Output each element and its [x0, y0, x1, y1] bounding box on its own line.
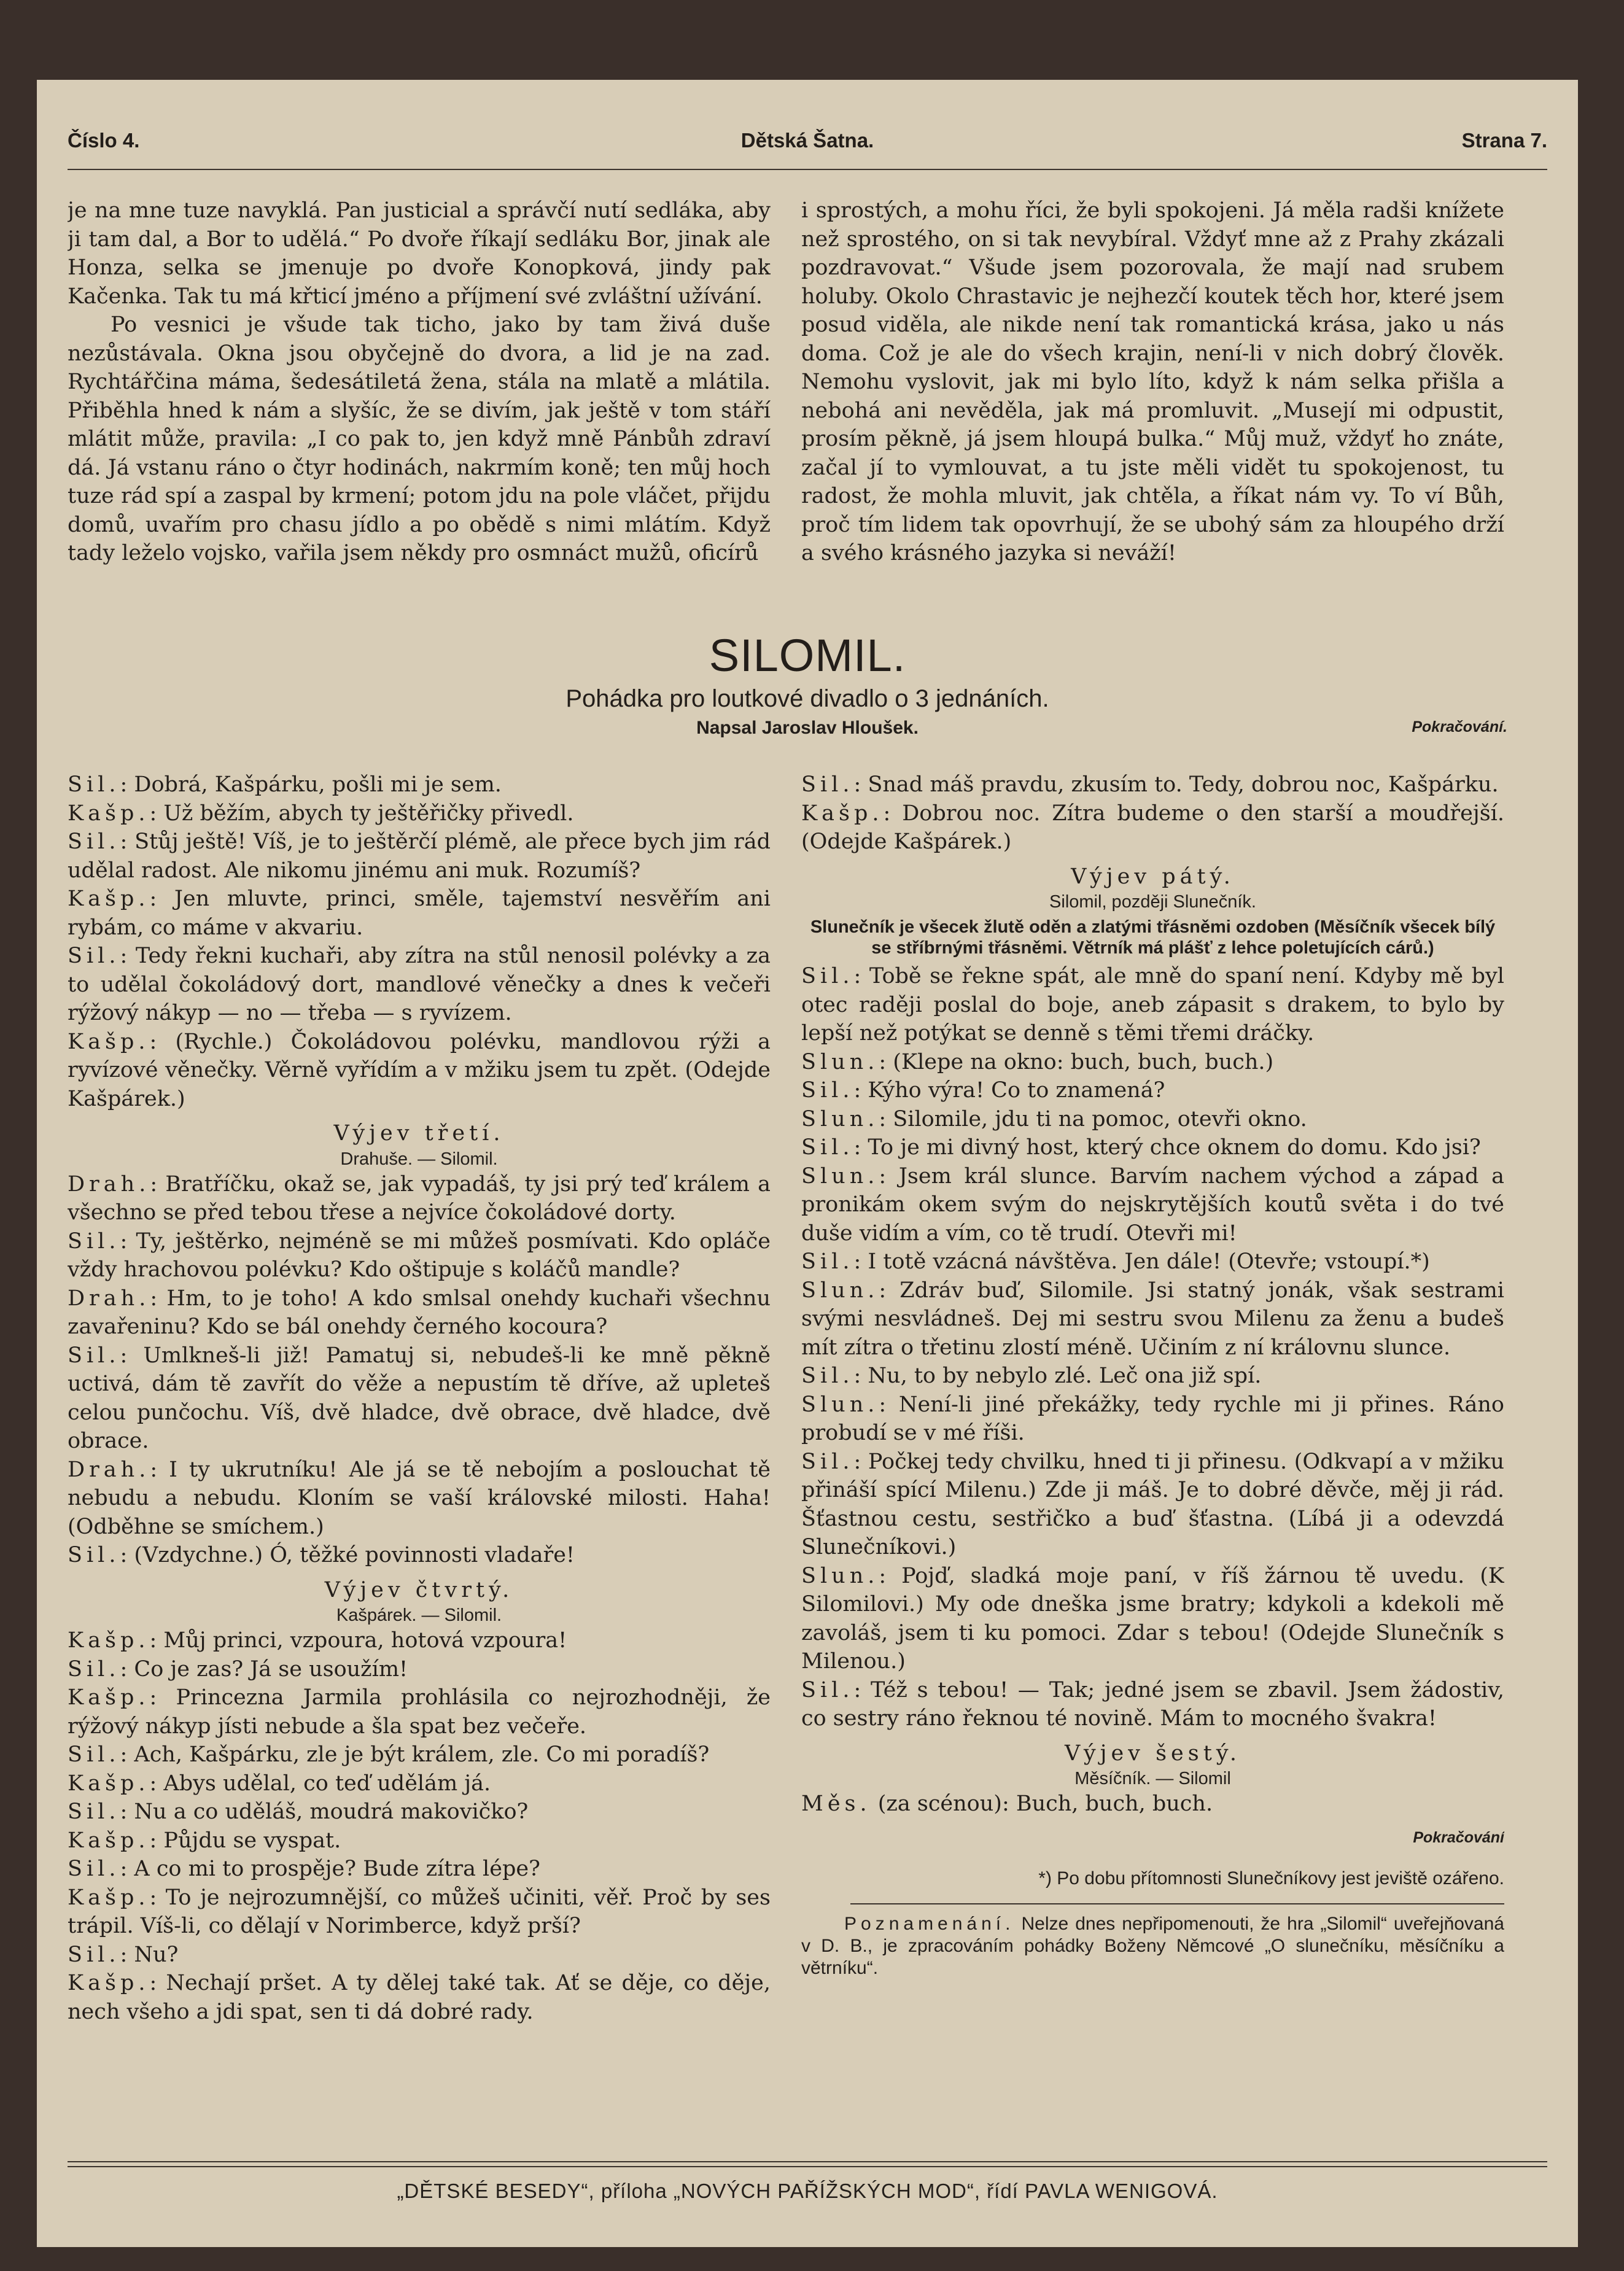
- note-label: Poznamenání.: [844, 1914, 1015, 1934]
- dialogue-line: [801, 1562, 1504, 1676]
- dialogue-line: [68, 1170, 771, 1227]
- speaker-name: Drah.: [68, 1171, 150, 1197]
- dialogue-text: : Nu?: [120, 1942, 179, 1967]
- speaker-name: Kašp.: [68, 887, 150, 911]
- speaker-name: Sil.: [68, 1656, 120, 1682]
- dialogue-text: : Kýho výra! Co to znamená?: [853, 1078, 1165, 1103]
- dialogue-text: : (Klepe na okno: buch, buch, buch.): [879, 1049, 1274, 1074]
- continued-label: Pokračování: [1413, 1828, 1504, 1846]
- note-text: Nelze dnes nepřipomenouti, že hra „Silomil“ uveřejňovaná v D. B., je zpracováním pohádky Boženy Němcové „O slunečníku, měsíčníku a větrníku“.: [801, 1914, 1504, 1978]
- scene-characters: Měsíčník. — Silomil: [1074, 1769, 1231, 1788]
- speaker-name: Sil.: [68, 1857, 120, 1881]
- dialogue-line: [68, 1941, 771, 1970]
- dialogue-line: [68, 942, 771, 1028]
- speaker-name: Sil.: [68, 1229, 120, 1254]
- dialogue-group: [68, 1626, 771, 2026]
- speaker-name: Kašp.: [68, 801, 150, 826]
- speaker-name: Kašp.: [801, 801, 884, 826]
- speaker-name: Sil.: [68, 944, 120, 968]
- dialogue-line: [68, 1683, 771, 1741]
- header-rule: [68, 169, 1547, 170]
- speaker-name: Drah.: [68, 1457, 150, 1482]
- scene-heading: Výjev pátý.: [1071, 864, 1235, 889]
- dialogue-text: : Nechají pršet. A ty dělej také tak. Ať se děje, co děje, nech všeho a jdi spat, sen ti dá dobré rady.: [68, 1971, 771, 2024]
- dialogue-text: : Snad máš pravdu, zkusím to. Tedy, dobrou noc, Kašpárku.: [853, 772, 1499, 797]
- dialogue-text: : Počkej tedy chvilku, hned ti ji přinesu. (Odkvapí a v mžiku přináší spící Milenu.) Zde ji máš. Je to dobré děvče, měj ji rád. Šťastnou cestu, sestřičko a buď šťastna. (Líbá ji a odevzdá Slunečníkovi.): [801, 1449, 1504, 1559]
- dialogue-line: [801, 962, 1504, 1048]
- dialogue-text: : Půjdu se vyspat.: [149, 1828, 341, 1853]
- issue-number: Číslo 4.: [68, 129, 140, 152]
- speaker-name: Slun.: [801, 1106, 879, 1132]
- dialogue-text: : Abys udělal, co teď udělám já.: [149, 1771, 491, 1796]
- scene-characters: Drahuše. — Silomil.: [340, 1149, 498, 1169]
- dialogue-text: : Princezna Jarmila prohlásila co nejrozhodněji, že rýžový nákyp jísti nebude a šla spat bez večeře.: [68, 1685, 771, 1739]
- speaker-name: Sil.: [801, 772, 854, 797]
- dialogue-text: : Stůj ještě! Víš, je to ještěrčí plémě, ale přece bych jim rád udělal radost. Ale nikomu jinému ani muk. Rozumíš?: [68, 829, 771, 883]
- dialogue-text: : I ty ukrutníku! Ale já se tě nebojím a poslouchat tě nebudu a nebudu. Kloním se vaší královské milosti. Haha! (Odběhne se smíchem.): [68, 1457, 771, 1539]
- speaker-name: Sil.: [801, 1364, 854, 1388]
- editorial-note: [801, 1913, 1504, 1979]
- dialogue-text: : (Rychle.) Čokoládovou polévku, mandlovou rýži a ryvízové věnečky. Věrně vyřídím a v mžiku jsem tu zpět. (Odejde Kašpárek.): [68, 1029, 771, 1111]
- dialogue-line: [801, 1162, 1504, 1248]
- dialogue-text: : Hm, to je toho! A kdo smlsal onehdy kuchaři všechnu zavařeninu? Kdo se bál onehdy černého kocoura?: [68, 1286, 771, 1339]
- continued-label: Pokračování.: [1412, 718, 1507, 736]
- dialogue-line: [801, 1076, 1504, 1105]
- speaker-name: Slun.: [801, 1163, 879, 1189]
- dialogue-text: : Nu, to by nebylo zlé. Leč ona již spí.: [853, 1364, 1262, 1388]
- dialogue-line: [68, 1798, 771, 1827]
- speaker-name: Sil.: [801, 1249, 854, 1274]
- dialogue-line: [68, 1456, 771, 1542]
- dialogue-line: [68, 1541, 771, 1570]
- speaker-name: Sil.: [68, 1942, 120, 1967]
- play-author: Napsal Jaroslav Hloušek.: [696, 718, 919, 738]
- page-number: Strana 7.: [1461, 129, 1547, 152]
- dialogue-text: : Též s tebou! — Tak; jedné jsem se zbavil. Jsem žádostiv, co sestry ráno řeknou té novině. Mám to mocného švakra!: [801, 1677, 1504, 1731]
- speaker-name: Sil.: [68, 1799, 120, 1824]
- intro-right-column: [801, 196, 1504, 614]
- speaker-name: Kašp.: [68, 1828, 150, 1853]
- publication-title: Dětská Šatna.: [740, 129, 874, 152]
- speaker-name: Slun.: [801, 1049, 879, 1074]
- speaker-name: Sil.: [68, 1742, 120, 1767]
- dialogue-line: [801, 1248, 1504, 1276]
- paragraph: Po vesnici je všude tak ticho, jako by tam živá duše nezůstávala. Okna jsou obyčejně do dvora, a lid je na zad. Rychtářčina máma, šedesátiletá žena, stála na mlatě a mlátila. Přiběhla hned k nám a slyšíc, že se divím, jak ještě v tom stáří mlátit může, pravila: „I co pak to, jen když mně Pánbůh zdraví dá. Já vstanu ráno o čtyr hodinách, nakrmím koně; ten můj hoch tuze rád spí a zaspal by krmení; potom jdu na pole vláčet, přijdu domů, uvařím pro chasu jídlo a po obědě s nimi mlátím. Když tady leželo vojsko, vařila jsem někdy pro osmnáct mužů, oficírů: [68, 313, 771, 565]
- speaker-name: Sil.: [801, 1449, 854, 1474]
- dialogue-line: [801, 1048, 1504, 1077]
- dialogue-text: : Už běžím, abych ty ještěřičky přivedl.: [149, 801, 574, 826]
- dialogue-group: [801, 771, 1504, 856]
- dialogue-line: [801, 1276, 1504, 1362]
- dialogue-line: [68, 1341, 771, 1456]
- speaker-name: Sil.: [68, 1343, 120, 1368]
- dialogue-text: : To je nejrozumnější, co můžeš učiniti, věř. Proč by ses trápil. Víš-li, co dělají v Norimberce, když prší?: [68, 1885, 771, 1938]
- play-title-block: [37, 629, 1578, 739]
- scene-heading: Výjev čtvrtý.: [324, 1577, 514, 1602]
- play-right-column: [801, 771, 1504, 2155]
- dialogue-text: : Bratříčku, okaž se, jak vypadáš, ty jsi prý teď králem a všechno se před tebou třese a nejvíce čokoládové dorty.: [68, 1171, 771, 1225]
- dialogue-line: [801, 799, 1504, 856]
- dialogue-group: [68, 1170, 771, 1570]
- dialogue-text: : I totě vzácná návštěva. Jen dále! (Otevře; vstoupí.*): [853, 1249, 1430, 1274]
- dialogue-text: : Není-li jiné překážky, tedy rychle mi ji přines. Ráno probudí se v mé říši.: [801, 1392, 1504, 1445]
- speaker-name: Kašp.: [68, 1771, 150, 1796]
- dialogue-line: [68, 1969, 771, 2026]
- speaker-name: Slun.: [801, 1278, 879, 1303]
- dialogue-line: [801, 1133, 1504, 1162]
- speaker-name: Sil.: [801, 1677, 854, 1702]
- dialogue-text: : Nu a co uděláš, moudrá makovičko?: [120, 1799, 529, 1824]
- dialogue-line: [68, 1741, 771, 1769]
- dialogue-line: [801, 1105, 1504, 1134]
- dialogue-line: [68, 1028, 771, 1114]
- speaker-name: Slun.: [801, 1563, 879, 1588]
- dialogue-line: [68, 1655, 771, 1684]
- page-header: [68, 129, 1547, 166]
- dialogue-text: : Ach, Kašpárku, zle je být králem, zle. Co mi poradíš?: [120, 1742, 710, 1767]
- note-rule: [850, 1903, 1504, 1904]
- dialogue-text: : Silomile, jdu ti na pomoc, otevři okno.: [879, 1106, 1307, 1132]
- dialogue-line: [68, 799, 771, 828]
- dialogue-line: [801, 771, 1504, 799]
- dialogue-line: [68, 1769, 771, 1798]
- dialogue-line: [801, 1676, 1504, 1733]
- dialogue-line: [801, 1391, 1504, 1448]
- dialogue-line: [68, 885, 771, 942]
- dialogue-line: [801, 1790, 1504, 1819]
- speaker-name: Slun.: [801, 1392, 879, 1417]
- dialogue-line: [68, 771, 771, 799]
- speaker-name: Kašp.: [68, 1685, 150, 1710]
- speaker-name: Sil.: [801, 1135, 854, 1160]
- dialogue-line: [68, 1855, 771, 1884]
- newspaper-page: [37, 80, 1578, 2247]
- dialogue-line: [68, 1884, 771, 1941]
- dialogue-text: : Co je zas? Já se usoužím!: [120, 1656, 408, 1682]
- speaker-name: Sil.: [801, 1078, 854, 1103]
- scene-heading: Výjev třetí.: [333, 1121, 505, 1146]
- dialogue-text: : A co mi to prospěje? Bude zítra lépe?: [120, 1857, 540, 1881]
- speaker-name: Kašp.: [68, 1029, 150, 1054]
- dialogue-text: : Jen mluvte, princi, směle, tajemství nesvěřím ani rybám, co máme v akvariu.: [68, 887, 771, 940]
- dialogue-group: [68, 771, 771, 1113]
- speaker-name: Kašp.: [68, 1628, 150, 1653]
- footnote: *) Po dobu přítomnosti Slunečníkovy jest jeviště ozářeno.: [1038, 1868, 1504, 1889]
- speaker-name: Sil.: [801, 964, 854, 988]
- speaker-name: Kašp.: [68, 1885, 150, 1910]
- speaker-name: Kašp.: [68, 1971, 150, 1995]
- dialogue-text: : To je mi divný host, který chce oknem do domu. Kdo jsi?: [853, 1135, 1481, 1160]
- scene-characters: Kašpárek. — Silomil.: [336, 1605, 502, 1625]
- dialogue-line: [68, 1626, 771, 1655]
- stage-direction: Slunečník je všecek žlutě oděn a zlatými třásněmi ozdoben (Měsíčník všecek bílý se stříbrnými třásněmi. Větrník má plášť z lehce poletujících cárů.): [810, 917, 1496, 958]
- dialogue-text: : (Vzdychne.) Ó, těžké povinnosti vladaře!: [120, 1543, 575, 1567]
- dialogue-group: [801, 962, 1504, 1733]
- dialogue-text: : Zdráv buď, Silomile. Jsi statný jonák, však sestrami svými nesvládneš. Dej mi sestru svou Milenu za ženu a budeš mít zítra o třetinu zlostí méně. Učiním z ní královnu slunce.: [801, 1278, 1504, 1360]
- speaker-name: Měs.: [801, 1792, 871, 1816]
- dialogue-text: : Můj princi, vzpoura, hotová vzpoura!: [149, 1628, 567, 1653]
- paragraph: je na mne tuze navyklá. Pan justicial a správčí nutí sedláka, aby ji tam dal, a Bor to udělá.“ Po dvoře říkají sedláku Bor, jinak ale Honza, selka se jmenuje po dvoře Konopková, jindy pak Kačenka. Tak tu má křticí jméno a příjmení své zvláštní užívání.: [68, 198, 771, 309]
- dialogue-text: : Tobě se řekne spát, ale mně do spaní není. Kdyby mě byl otec raději poslal do boje, aneb zápasit s drakem, to bylo by lepší než potýkat se denně s těmi třemi dráčky.: [801, 964, 1504, 1046]
- dialogue-text: : Tedy řekni kuchaři, aby zítra na stůl nenosil polévky a za to udělal čokoládový dort, mandlové věnečky a dnes k večeři rýžový nákyp — no — třeba — s ryvízem.: [68, 944, 771, 1025]
- dialogue-text: : Pojď, sladká moje paní, v říš žárnou tě uvedu. (K Silomilovi.) My ode dneška jsme bratry; kdykoli a kdekoli mě zavoláš, jsem ti ku pomoci. Zdar s tebou! (Odejde Slunečník s Milenou.): [801, 1563, 1504, 1674]
- dialogue-line: [68, 1227, 771, 1284]
- speaker-name: Drah.: [68, 1286, 150, 1311]
- dialogue-line: [801, 1362, 1504, 1391]
- dialogue-text: : Ty, ještěrko, nejméně se mi můžeš posmívati. Kdo opláče vždy hrachovou polévku? Kdo oštipuje s koláčů mandle?: [68, 1229, 771, 1282]
- dialogue-text: : Dobrou noc. Zítra budeme o den starší a moudřejší. (Odejde Kašpárek.): [801, 801, 1504, 854]
- play-left-column: [68, 771, 771, 2155]
- footer-rule: [68, 2166, 1547, 2167]
- page-footer: „DĚTSKÉ BESEDY“, příloha „NOVÝCH PAŘÍŽSKÝCH MOD“, řídí PAVLA WENIGOVÁ.: [397, 2180, 1218, 2202]
- intro-left-column: [68, 196, 771, 614]
- play-subtitle: Pohádka pro loutkové divadlo o 3 jednáních.: [565, 685, 1049, 712]
- paragraph: i sprostých, a mohu říci, že byli spokojeni. Já měla radši knížete než sprostého, on si tak nevybíral. Vždyť mne až z Prahy zkázali pozdravovat.“ Všude jsem pozorovala, že mají nad srubem holuby. Okolo Chrastavic je nejhezčí koutek těch hor, které jsem posud viděla, ale nikde není tak romantická krása, jako u nás doma. Což je ale do všech krajin, není-li v nich dobrý člověk. Nemohu vyslovit, jak mi bylo líto, když k nám selka přišla a nebohá ani nevěděla, jak má promluvit. „Musejí mi odpustit, prosím pěkně, já jsem hloupá bulka.“ Můj muž, vždyť ho znáte, začal jí to vymlouvat, a tu jste měli vidět tu spokojenost, tu radost, že mohla mluvit, jak chtěla, a říkat nám vy. To ví Bůh, proč tím lidem tak opovrhují, že se ubohý sám za hloupého drží a svého krásného jazyka si neváží!: [801, 198, 1504, 565]
- dialogue-line: [801, 1448, 1504, 1562]
- dialogue-line: [68, 1827, 771, 1855]
- speaker-name: Sil.: [68, 1543, 120, 1567]
- dialogue-text: (za scénou): Buch, buch, buch.: [871, 1792, 1213, 1816]
- dialogue-text: : Dobrá, Kašpárku, pošli mi je sem.: [120, 772, 502, 797]
- speaker-name: Sil.: [68, 829, 120, 854]
- dialogue-line: [68, 1284, 771, 1341]
- play-title: SILOMIL.: [709, 630, 906, 681]
- dialogue-group: [801, 1790, 1504, 1819]
- speaker-name: Sil.: [68, 772, 120, 797]
- scene-heading: Výjev šestý.: [1064, 1741, 1241, 1766]
- dialogue-line: [68, 828, 771, 885]
- scene-characters: Silomil, později Slunečník.: [1049, 892, 1256, 912]
- dialogue-text: : Jsem král slunce. Barvím nachem východ a západ a pronikám okem svým do nejskrytějších koutů světa i do tvé duše vidím a vím, co tě trudí. Otevři mi!: [801, 1163, 1504, 1246]
- footer-rule: [68, 2161, 1547, 2162]
- dialogue-text: : Umlkneš-li již! Pamatuj si, nebudeš-li ke mně pěkně uctivá, dám tě zavřít do věže a nepustím tě dříve, až upleteš celou punčochu. Víš, dvě hladce, dvě obrace, dvě hladce, dvě obrace.: [68, 1343, 771, 1453]
